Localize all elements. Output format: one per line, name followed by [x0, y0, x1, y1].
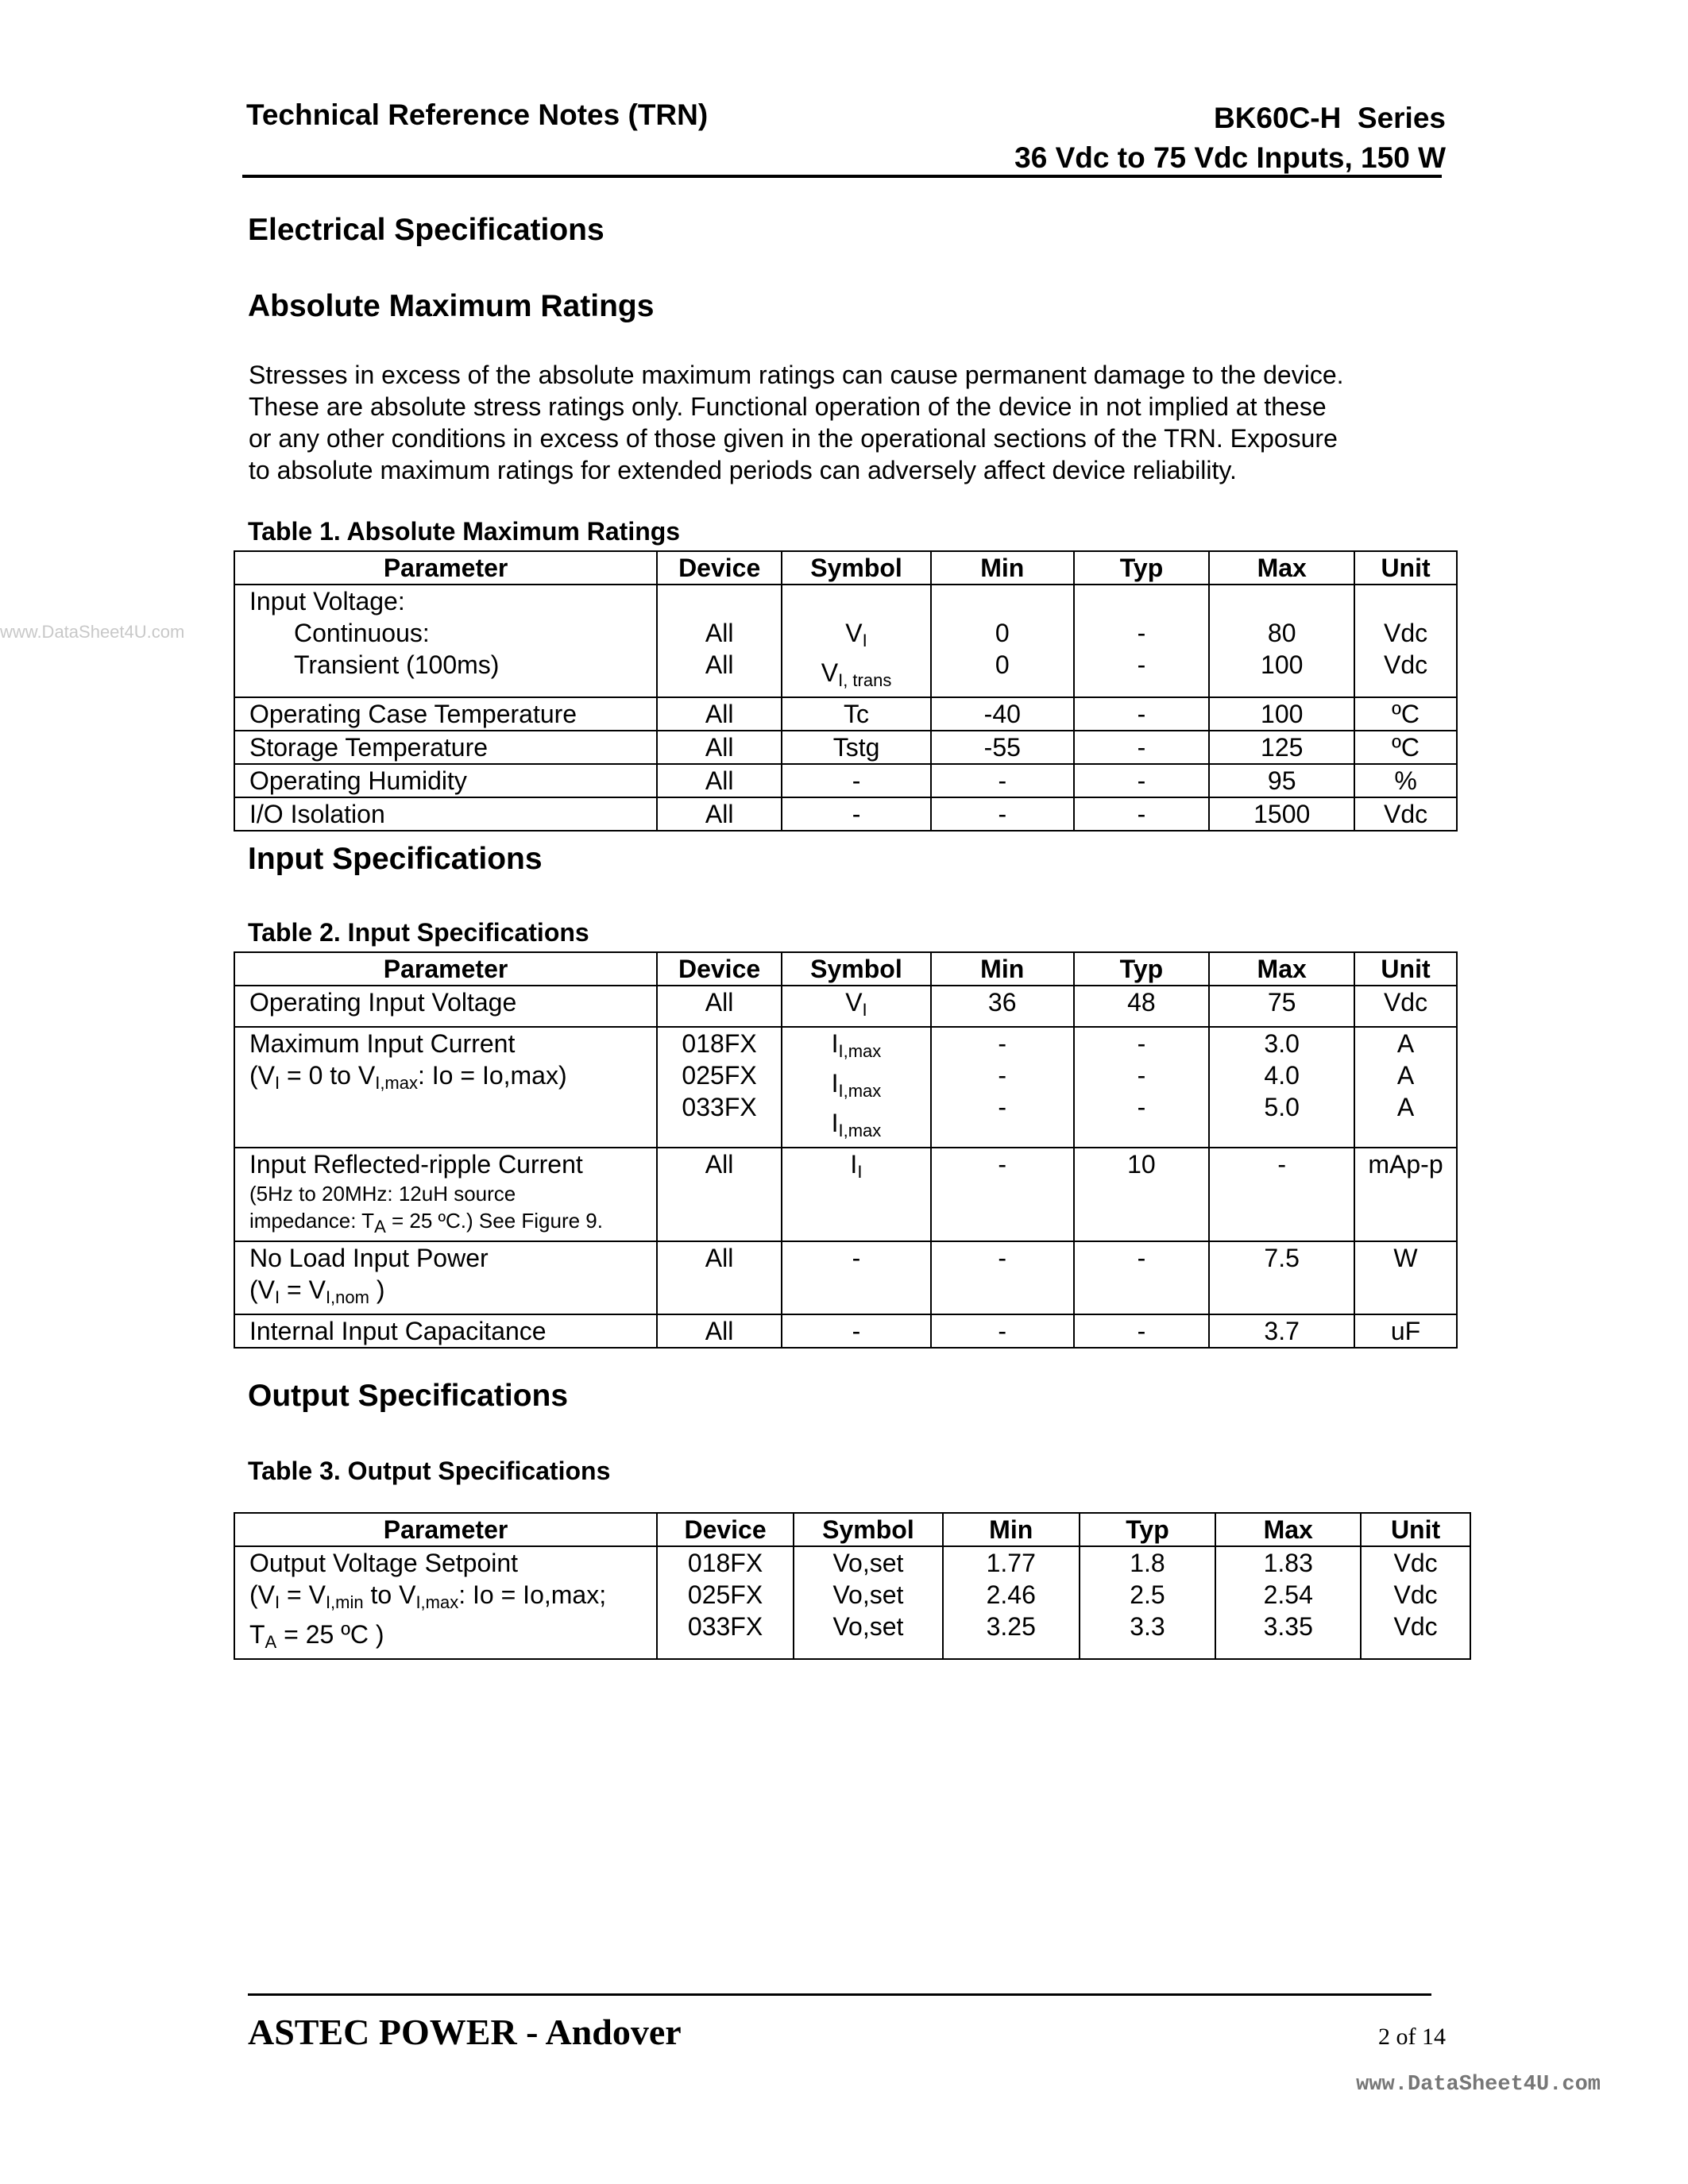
- typ-value: 2.5: [1130, 1580, 1165, 1609]
- footer-page-number: 2 of 14: [1378, 2024, 1446, 2050]
- table1-absolute-maximum-ratings: [234, 550, 1458, 832]
- typ-cell: -: [1074, 697, 1210, 731]
- column-header: Device: [657, 952, 782, 986]
- max-cell: 95: [1209, 764, 1354, 797]
- param-cell: Operating Case Temperature: [234, 697, 657, 731]
- typ-cell: 10: [1074, 1148, 1210, 1241]
- symbol-value: $V_I$: [845, 619, 867, 650]
- column-header: Symbol: [782, 952, 931, 986]
- unit-value: Vdc: [1383, 619, 1428, 647]
- min-cell: -40: [931, 697, 1074, 731]
- unit-value: A: [1396, 1061, 1415, 1090]
- table-header-row: [234, 1513, 1470, 1546]
- unit-cell: %: [1354, 764, 1457, 797]
- table-row: [234, 1027, 1457, 1148]
- typ-value: -: [1137, 1093, 1146, 1121]
- max-value: 3.35: [1263, 1612, 1313, 1641]
- param-condition: ($V_I = V_{I,min}$ to $V_{I,max}$: Io = Io,max;: [249, 1580, 607, 1612]
- header-series-subtitle: 36 Vdc to 75 Vdc Inputs, 150 W: [1014, 141, 1446, 174]
- table-row: [234, 731, 1457, 764]
- min-cell: -: [931, 797, 1074, 831]
- intro-line: These are absolute stress ratings only. Functional operation of the device in not implied at these: [249, 392, 1327, 421]
- symbol-value: $V_{I, trans}$: [821, 658, 892, 690]
- symbol-value: $I_{I,max}$: [831, 1029, 882, 1061]
- symbol-cell: Tc: [782, 697, 931, 731]
- group-label: Input Voltage:: [249, 587, 405, 615]
- min-value: 0: [995, 650, 1010, 679]
- table-row: [234, 1314, 1457, 1348]
- column-header: Max: [1215, 1513, 1361, 1546]
- heading-output-specifications: Output Specifications: [248, 1379, 569, 1413]
- column-header: Max: [1209, 551, 1354, 585]
- table3-caption: Table 3. Output Specifications: [248, 1457, 611, 1485]
- header-title: Technical Reference Notes (TRN): [246, 98, 709, 131]
- table-row: [234, 1148, 1457, 1241]
- unit-cell: uF: [1354, 1314, 1457, 1348]
- header-series-name: BK60C-H Series: [1213, 102, 1446, 134]
- max-cell: [1209, 585, 1354, 697]
- table3-output-specifications: [234, 1512, 1471, 1660]
- param-cell: [234, 1148, 657, 1241]
- unit-value: Vdc: [1393, 1612, 1438, 1641]
- table2-input-specifications: [234, 951, 1458, 1349]
- typ-cell: [1074, 1027, 1210, 1148]
- min-value: -: [998, 1061, 1007, 1090]
- column-header: Device: [657, 551, 782, 585]
- max-value: 100: [1261, 650, 1304, 679]
- table-row: [234, 585, 1457, 697]
- symbol-cell: $V_I$: [782, 986, 931, 1027]
- intro-paragraph: [249, 359, 1456, 486]
- device-value: 018FX: [687, 1549, 763, 1577]
- param-cell: [234, 1027, 657, 1148]
- symbol-value: Vo,set: [832, 1612, 904, 1641]
- param-cell: [234, 585, 657, 697]
- column-header: Symbol: [794, 1513, 943, 1546]
- typ-cell: -: [1074, 1241, 1210, 1314]
- symbol-cell: $I_I$: [782, 1148, 931, 1241]
- min-cell: [943, 1546, 1080, 1659]
- column-header: Min: [931, 551, 1074, 585]
- unit-cell: W: [1354, 1241, 1457, 1314]
- table-row: [234, 1546, 1470, 1659]
- param-cell: Storage Temperature: [234, 731, 657, 764]
- column-header: Max: [1209, 952, 1354, 986]
- header-series: [1014, 98, 1446, 178]
- param-label: No Load Input Power: [249, 1244, 489, 1272]
- column-header: Unit: [1354, 551, 1457, 585]
- unit-value: A: [1396, 1029, 1415, 1058]
- unit-cell: mAp-p: [1354, 1148, 1457, 1241]
- intro-line: to absolute maximum ratings for extended periods can adversely affect device reliability.: [249, 456, 1237, 484]
- max-cell: 75: [1209, 986, 1354, 1027]
- symbol-cell: -: [782, 764, 931, 797]
- table-header-row: [234, 551, 1457, 585]
- device-cell: [657, 1027, 782, 1148]
- intro-line: Stresses in excess of the absolute maximum ratings can cause permanent damage to the device.: [249, 361, 1344, 389]
- column-header: Unit: [1354, 952, 1457, 986]
- typ-cell: -: [1074, 731, 1210, 764]
- symbol-cell: [794, 1546, 943, 1659]
- table1-caption: Table 1. Absolute Maximum Ratings: [248, 517, 681, 546]
- table-row: [234, 764, 1457, 797]
- symbol-cell: Tstg: [782, 731, 931, 764]
- unit-value: Vdc: [1393, 1580, 1438, 1609]
- typ-cell: -: [1074, 1314, 1210, 1348]
- max-cell: 3.7: [1209, 1314, 1354, 1348]
- param-label: Output Voltage Setpoint: [249, 1549, 519, 1577]
- min-cell: -: [931, 1314, 1074, 1348]
- typ-value: -: [1137, 1061, 1146, 1090]
- footer-watermark: www.DataSheet4U.com: [1356, 2073, 1601, 2097]
- symbol-cell: -: [782, 1241, 931, 1314]
- device-cell: All: [657, 1314, 782, 1348]
- column-header: Parameter: [234, 952, 657, 986]
- column-header: Min: [931, 952, 1074, 986]
- table-row: [234, 697, 1457, 731]
- device-cell: [657, 1546, 794, 1659]
- unit-cell: [1354, 585, 1457, 697]
- device-value: 033FX: [687, 1612, 763, 1641]
- device-cell: All: [657, 1148, 782, 1241]
- unit-value: Vdc: [1393, 1549, 1438, 1577]
- typ-value: 1.8: [1130, 1549, 1165, 1577]
- param-cell: I/O Isolation: [234, 797, 657, 831]
- device-cell: All: [657, 797, 782, 831]
- symbol-value: $I_{I,max}$: [831, 1069, 882, 1101]
- intro-line: or any other conditions in excess of those given in the operational sections of the TRN. Exposure: [249, 424, 1338, 453]
- header-rule: [242, 175, 1442, 178]
- table-header-row: [234, 952, 1457, 986]
- param-cell: Operating Input Voltage: [234, 986, 657, 1027]
- min-cell: -: [931, 1148, 1074, 1241]
- symbol-cell: -: [782, 797, 931, 831]
- column-header: Parameter: [234, 551, 657, 585]
- min-cell: -: [931, 764, 1074, 797]
- param-note: (5Hz to 20MHz: 12uH source: [249, 1182, 516, 1206]
- device-value: All: [705, 619, 734, 647]
- unit-cell: Vdc: [1354, 986, 1457, 1027]
- max-cell: 100: [1209, 697, 1354, 731]
- min-cell: 36: [931, 986, 1074, 1027]
- device-cell: All: [657, 697, 782, 731]
- min-cell: -55: [931, 731, 1074, 764]
- table-row: [234, 1241, 1457, 1314]
- max-value: 4.0: [1264, 1061, 1300, 1090]
- unit-value: A: [1396, 1093, 1415, 1121]
- min-value: 3.25: [986, 1612, 1036, 1641]
- min-cell: -: [931, 1241, 1074, 1314]
- min-value: 1.77: [986, 1549, 1036, 1577]
- symbol-value: $I_{I,max}$: [831, 1109, 882, 1140]
- unit-value: Vdc: [1383, 650, 1428, 679]
- column-header: Device: [657, 1513, 794, 1546]
- typ-cell: 48: [1074, 986, 1210, 1027]
- symbol-cell: [782, 1027, 931, 1148]
- max-cell: [1215, 1546, 1361, 1659]
- typ-cell: -: [1074, 764, 1210, 797]
- unit-cell: Vdc: [1354, 797, 1457, 831]
- max-cell: 7.5: [1209, 1241, 1354, 1314]
- column-header: Symbol: [782, 551, 931, 585]
- param-condition: ($V_I = 0$ to $V_{I,max}$: Io = Io,max): [249, 1061, 567, 1093]
- min-cell: [931, 1027, 1074, 1148]
- device-cell: All: [657, 731, 782, 764]
- unit-cell: ºC: [1354, 697, 1457, 731]
- device-cell: All: [657, 1241, 782, 1314]
- param-cell: [234, 1241, 657, 1314]
- max-value: 5.0: [1264, 1093, 1300, 1121]
- symbol-value: Vo,set: [832, 1549, 904, 1577]
- max-value: 3.0: [1264, 1029, 1300, 1058]
- param-condition: $T_A = 25$ ºC ): [249, 1620, 384, 1652]
- param-cell: [234, 1546, 657, 1659]
- param-cell: Internal Input Capacitance: [234, 1314, 657, 1348]
- typ-value: -: [1137, 1029, 1146, 1058]
- unit-cell: [1354, 1027, 1457, 1148]
- min-value: -: [998, 1093, 1007, 1121]
- min-value: 0: [995, 619, 1010, 647]
- device-value: 018FX: [682, 1029, 757, 1058]
- unit-cell: ºC: [1354, 731, 1457, 764]
- device-value: 025FX: [687, 1580, 763, 1609]
- min-cell: [931, 585, 1074, 697]
- typ-cell: -: [1074, 797, 1210, 831]
- side-watermark: www.DataSheet4U.com: [0, 622, 185, 642]
- param-note: impedance: $T_A = 25$ ºC.) See Figure 9.: [249, 1209, 603, 1237]
- heading-absolute-maximum-ratings: Absolute Maximum Ratings: [248, 289, 655, 323]
- column-header: Typ: [1074, 551, 1210, 585]
- min-value: -: [998, 1029, 1007, 1058]
- symbol-cell: -: [782, 1314, 931, 1348]
- symbol-cell: [782, 585, 931, 697]
- max-cell: -: [1209, 1148, 1354, 1241]
- typ-value: -: [1137, 650, 1146, 679]
- param-condition: ($V_I = V_{I,nom}$ ): [249, 1275, 385, 1307]
- param-transient: Transient (100ms): [294, 650, 500, 679]
- symbol-value: Vo,set: [832, 1580, 904, 1609]
- footer-company: ASTEC POWER - Andover: [248, 2012, 682, 2052]
- typ-value: -: [1137, 619, 1146, 647]
- footer-rule: [248, 1993, 1431, 1996]
- column-header: Typ: [1074, 952, 1210, 986]
- heading-electrical-specifications: Electrical Specifications: [248, 213, 605, 247]
- device-cell: All: [657, 764, 782, 797]
- param-label: Input Reflected-ripple Current: [249, 1150, 583, 1179]
- column-header: Unit: [1361, 1513, 1470, 1546]
- column-header: Min: [943, 1513, 1080, 1546]
- device-cell: All: [657, 986, 782, 1027]
- device-value: 033FX: [682, 1093, 757, 1121]
- unit-cell: [1361, 1546, 1470, 1659]
- param-continuous: Continuous:: [294, 619, 430, 647]
- table-row: [234, 986, 1457, 1027]
- device-cell: [657, 585, 782, 697]
- max-cell: 125: [1209, 731, 1354, 764]
- typ-cell: [1074, 585, 1210, 697]
- column-header: Typ: [1080, 1513, 1216, 1546]
- typ-cell: [1080, 1546, 1216, 1659]
- table-row: [234, 797, 1457, 831]
- device-value: 025FX: [682, 1061, 757, 1090]
- heading-input-specifications: Input Specifications: [248, 842, 543, 876]
- param-label: Maximum Input Current: [249, 1029, 516, 1058]
- max-value: 80: [1267, 619, 1296, 647]
- param-cell: Operating Humidity: [234, 764, 657, 797]
- column-header: Parameter: [234, 1513, 657, 1546]
- typ-value: 3.3: [1130, 1612, 1165, 1641]
- table2-caption: Table 2. Input Specifications: [248, 918, 589, 947]
- max-value: 2.54: [1263, 1580, 1313, 1609]
- max-cell: [1209, 1027, 1354, 1148]
- device-value: All: [705, 650, 734, 679]
- max-value: 1.83: [1263, 1549, 1313, 1577]
- min-value: 2.46: [986, 1580, 1036, 1609]
- max-cell: 1500: [1209, 797, 1354, 831]
